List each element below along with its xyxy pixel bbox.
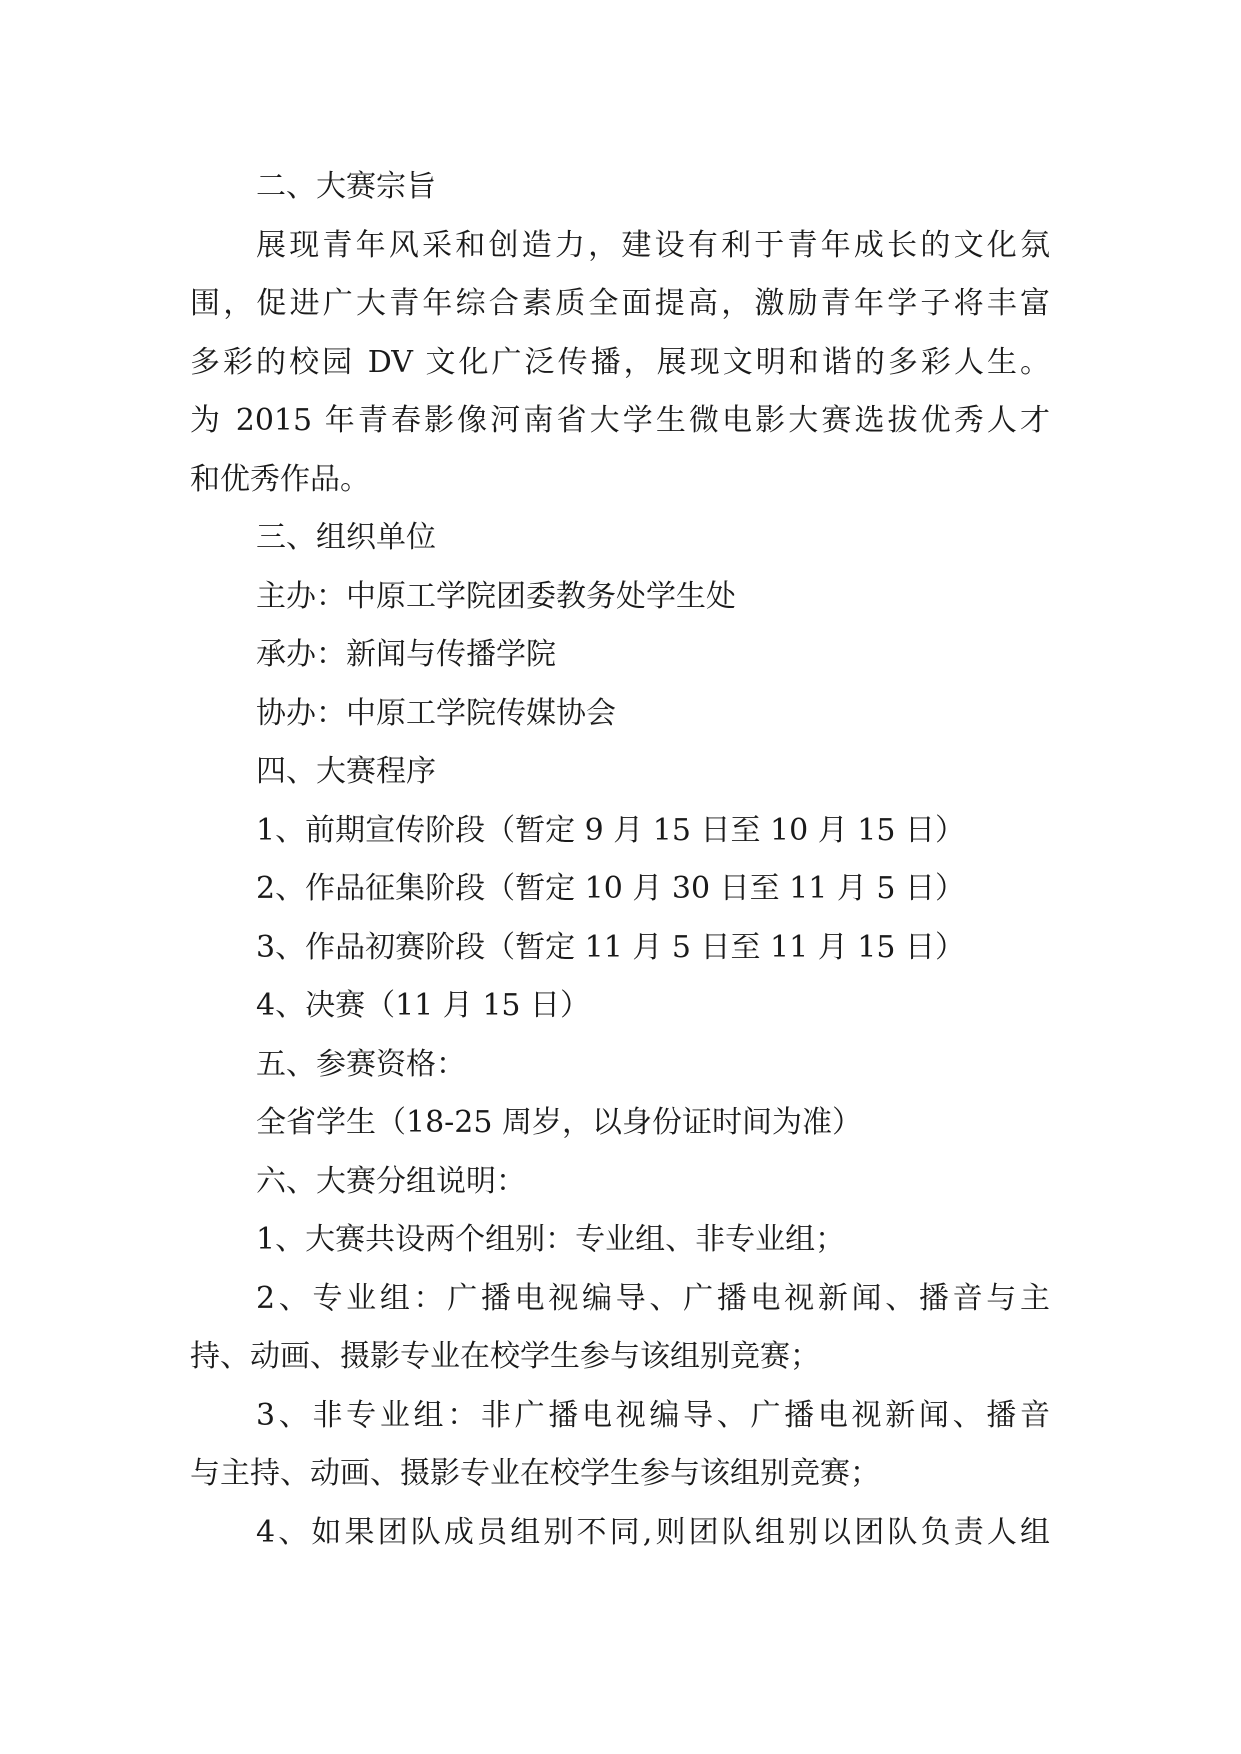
text-line: 四、大赛程序 xyxy=(256,754,436,789)
text-line: 承办：新闻与传播学院 xyxy=(256,637,556,672)
text-line: 1、前期宣传阶段（暂定 9 月 15 日至 10 月 15 日） xyxy=(256,812,965,848)
text-line: 2、作品征集阶段（暂定 10 月 30 日至 11 月 5 日） xyxy=(256,871,965,906)
text-line: 与主持、动画、摄影专业在校学生参与该组别竞赛； xyxy=(190,1456,880,1491)
text-line: 3、作品初赛阶段（暂定 11 月 5 日至 11 月 15 日） xyxy=(256,929,965,965)
text-line: 2、专业组：广播电视编导、广播电视新闻、播音与主 xyxy=(256,1280,1050,1316)
text-line: 1、大赛共设两个组别：专业组、非专业组； xyxy=(256,1222,846,1257)
text-line: 全省学生（18-25 周岁，以身份证时间为准） xyxy=(256,1105,863,1140)
text-line: 五、参赛资格： xyxy=(256,1046,466,1082)
text-line: 二、大赛宗旨 xyxy=(256,169,436,204)
text-line: 3、非专业组：非广播电视编导、广播电视新闻、播音 xyxy=(256,1397,1050,1433)
text-line: 4、决赛（11 月 15 日） xyxy=(256,988,591,1023)
document-body xyxy=(190,158,1050,1562)
text-line: 为 2015 年青春影像河南省大学生微电影大赛选拔优秀人才 xyxy=(190,403,1050,438)
text-line: 主办：中原工学院团委教务处学生处 xyxy=(256,578,736,614)
text-line: 协办：中原工学院传媒协会 xyxy=(256,695,616,731)
text-line: 六、大赛分组说明： xyxy=(256,1163,526,1199)
text-line: 展现青年风采和创造力，建设有利于青年成长的文化氛 xyxy=(256,227,1050,263)
text-line: 多彩的校园 DV 文化广泛传播，展现文明和谐的多彩人生。 xyxy=(190,344,1050,380)
text-line: 持、动画、摄影专业在校学生参与该组别竞赛； xyxy=(190,1339,820,1374)
text-line: 和优秀作品。 xyxy=(190,461,370,497)
text-line: 三、组织单位 xyxy=(256,520,436,555)
text-line: 4、如果团队成员组别不同,则团队组别以团队负责人组 xyxy=(256,1514,1050,1550)
text-line: 围，促进广大青年综合素质全面提高，激励青年学子将丰富 xyxy=(190,286,1050,321)
